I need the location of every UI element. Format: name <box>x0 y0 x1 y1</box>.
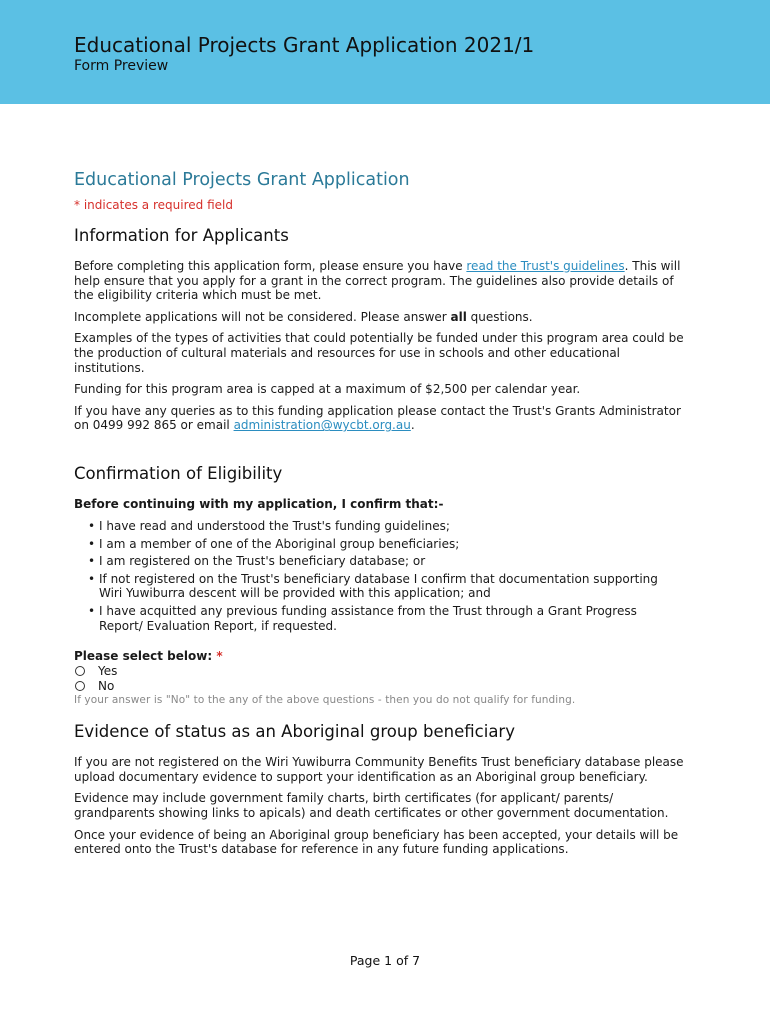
radio-circle-icon[interactable] <box>75 666 85 676</box>
guidelines-link[interactable]: read the Trust's guidelines <box>466 259 625 273</box>
info-paragraph-2 <box>74 310 684 325</box>
info-paragraph-1 <box>74 259 684 303</box>
eligibility-hint: If your answer is "No" to the any of the above questions - then you do not qualify for funding. <box>74 694 576 707</box>
radio-label-no: No <box>98 678 115 693</box>
info-p1-text-after: . This will help ensure that you apply for a grant in the correct program. The guidelines also provide details of the eligibility criteria which must be met. <box>74 259 681 303</box>
info-paragraph-5 <box>74 404 684 433</box>
eligibility-heading: Confirmation of Eligibility <box>74 463 283 483</box>
page-header <box>0 0 770 104</box>
form-title: Educational Projects Grant Application <box>74 170 410 190</box>
list-item <box>74 554 684 569</box>
list-item <box>74 537 684 552</box>
info-p1-text: Before completing this application form, please ensure you have <box>74 259 467 273</box>
list-item <box>74 572 684 601</box>
list-item-text: I have read and understood the Trust's funding guidelines; <box>99 518 450 533</box>
info-heading: Information for Applicants <box>74 226 289 245</box>
list-item-text: I am a member of one of the Aboriginal group beneficiaries; <box>99 536 460 551</box>
email-link[interactable]: administration@wycbt.org.au <box>233 418 411 433</box>
bullet-icon: • <box>88 603 96 618</box>
info-paragraph-3: Examples of the types of activities that could potentially be funded under this program area could be the production of cultural materials and resources for use in schools and other educational institutions. <box>74 331 684 375</box>
bullet-icon: • <box>88 536 96 551</box>
bullet-icon: • <box>88 554 96 569</box>
info-p2-text: Incomplete applications will not be considered. Please answer <box>74 309 451 324</box>
list-item <box>74 604 684 633</box>
list-item <box>74 519 684 534</box>
section-spacer <box>74 440 684 464</box>
required-star: * <box>216 649 223 664</box>
bullet-icon: • <box>88 571 96 586</box>
page-title: Educational Projects Grant Application 2021/1 <box>74 33 535 57</box>
eligibility-list <box>74 519 684 633</box>
radio-circle-icon[interactable] <box>75 681 85 691</box>
info-p5-text: If you have any queries as to this funding application please contact the Trust's Grants Administrator on 0499 992 865 or email <box>74 403 681 433</box>
list-item-text: If not registered on the Trust's beneficiary database I confirm that documentation supporting Wiri Yuwiburra descent will be provided with this application; and <box>99 571 658 601</box>
required-field-note: * indicates a required field <box>74 198 233 212</box>
evidence-paragraph-2: Evidence may include government family charts, birth certificates (for applicant/ parents/ grandparents showing links to apicals) and death certificates or other government documentation. <box>74 791 669 821</box>
evidence-paragraph-1: If you are not registered on the Wiri Yuwiburra Community Benefits Trust beneficiary database please upload documentary evidence to support your identification as an Aboriginal group beneficiary. <box>74 755 684 784</box>
select-label <box>74 649 684 663</box>
form-content <box>74 170 684 864</box>
info-p2-text-after: questions. <box>466 309 533 324</box>
evidence-heading: Evidence of status as an Aboriginal group beneficiary <box>74 722 515 742</box>
info-paragraph-4: Funding for this program area is capped at a maximum of $2,500 per calendar year. <box>74 382 581 397</box>
info-p2-bold: all <box>450 309 467 324</box>
radio-label-yes: Yes <box>98 664 118 679</box>
page-number: Page 1 of 7 <box>349 953 421 968</box>
info-p5-text-after: . <box>410 418 415 433</box>
select-label-text: Please select below: <box>74 649 217 664</box>
page-subtitle: Form Preview <box>74 58 169 74</box>
list-item-text: I am registered on the Trust's beneficiary database; or <box>99 554 426 569</box>
list-item-text: I have acquitted any previous funding assistance from the Trust through a Grant Progress Report/ Evaluation Report, if requested. <box>99 603 637 633</box>
bullet-icon: • <box>88 518 96 533</box>
radio-option-yes[interactable] <box>74 664 684 679</box>
evidence-paragraph-3: Once your evidence of being an Aboriginal group beneficiary has been accepted, your details will be entered onto the Trust's database for reference in any future funding applications. <box>74 827 679 857</box>
eligibility-intro: Before continuing with my application, I confirm that:- <box>74 496 444 511</box>
radio-option-no[interactable] <box>74 679 684 694</box>
